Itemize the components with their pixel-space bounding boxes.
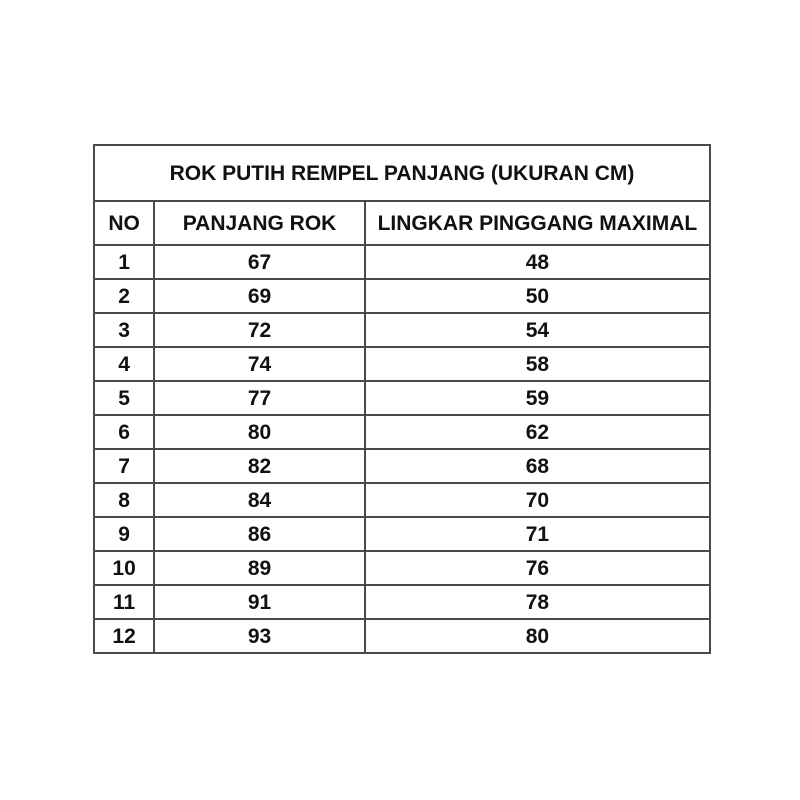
cell-lingkar-pinggang: 70 <box>365 483 710 517</box>
cell-lingkar-pinggang: 54 <box>365 313 710 347</box>
table-row <box>94 517 710 551</box>
cell-lingkar-pinggang: 80 <box>365 619 710 653</box>
cell-lingkar-pinggang: 48 <box>365 245 710 279</box>
cell-no: 3 <box>94 313 154 347</box>
header-no: NO <box>94 201 154 245</box>
cell-panjang-rok: 67 <box>154 245 365 279</box>
cell-lingkar-pinggang: 59 <box>365 381 710 415</box>
table-row <box>94 619 710 653</box>
cell-panjang-rok: 72 <box>154 313 365 347</box>
cell-lingkar-pinggang: 76 <box>365 551 710 585</box>
cell-lingkar-pinggang: 58 <box>365 347 710 381</box>
cell-panjang-rok: 86 <box>154 517 365 551</box>
cell-no: 7 <box>94 449 154 483</box>
cell-no: 4 <box>94 347 154 381</box>
cell-panjang-rok: 77 <box>154 381 365 415</box>
cell-no: 10 <box>94 551 154 585</box>
cell-panjang-rok: 89 <box>154 551 365 585</box>
cell-no: 5 <box>94 381 154 415</box>
cell-panjang-rok: 93 <box>154 619 365 653</box>
header-lingkar-pinggang: LINGKAR PINGGANG MAXIMAL <box>365 201 710 245</box>
table-row <box>94 415 710 449</box>
table-row <box>94 551 710 585</box>
table-row <box>94 245 710 279</box>
cell-panjang-rok: 80 <box>154 415 365 449</box>
cell-no: 8 <box>94 483 154 517</box>
header-row <box>94 201 710 245</box>
cell-lingkar-pinggang: 62 <box>365 415 710 449</box>
cell-no: 11 <box>94 585 154 619</box>
cell-no: 1 <box>94 245 154 279</box>
cell-lingkar-pinggang: 50 <box>365 279 710 313</box>
header-panjang-rok: PANJANG ROK <box>154 201 365 245</box>
cell-panjang-rok: 91 <box>154 585 365 619</box>
table-row <box>94 347 710 381</box>
cell-no: 12 <box>94 619 154 653</box>
table-row <box>94 381 710 415</box>
table-row <box>94 483 710 517</box>
table-row <box>94 585 710 619</box>
table-body <box>94 245 710 653</box>
cell-panjang-rok: 74 <box>154 347 365 381</box>
cell-panjang-rok: 82 <box>154 449 365 483</box>
cell-no: 9 <box>94 517 154 551</box>
cell-panjang-rok: 69 <box>154 279 365 313</box>
cell-lingkar-pinggang: 78 <box>365 585 710 619</box>
cell-lingkar-pinggang: 71 <box>365 517 710 551</box>
size-chart-table <box>93 144 711 654</box>
cell-no: 2 <box>94 279 154 313</box>
table-row <box>94 313 710 347</box>
table-row <box>94 279 710 313</box>
cell-no: 6 <box>94 415 154 449</box>
table-row <box>94 449 710 483</box>
table-title: ROK PUTIH REMPEL PANJANG (UKURAN CM) <box>94 145 710 201</box>
cell-lingkar-pinggang: 68 <box>365 449 710 483</box>
cell-panjang-rok: 84 <box>154 483 365 517</box>
